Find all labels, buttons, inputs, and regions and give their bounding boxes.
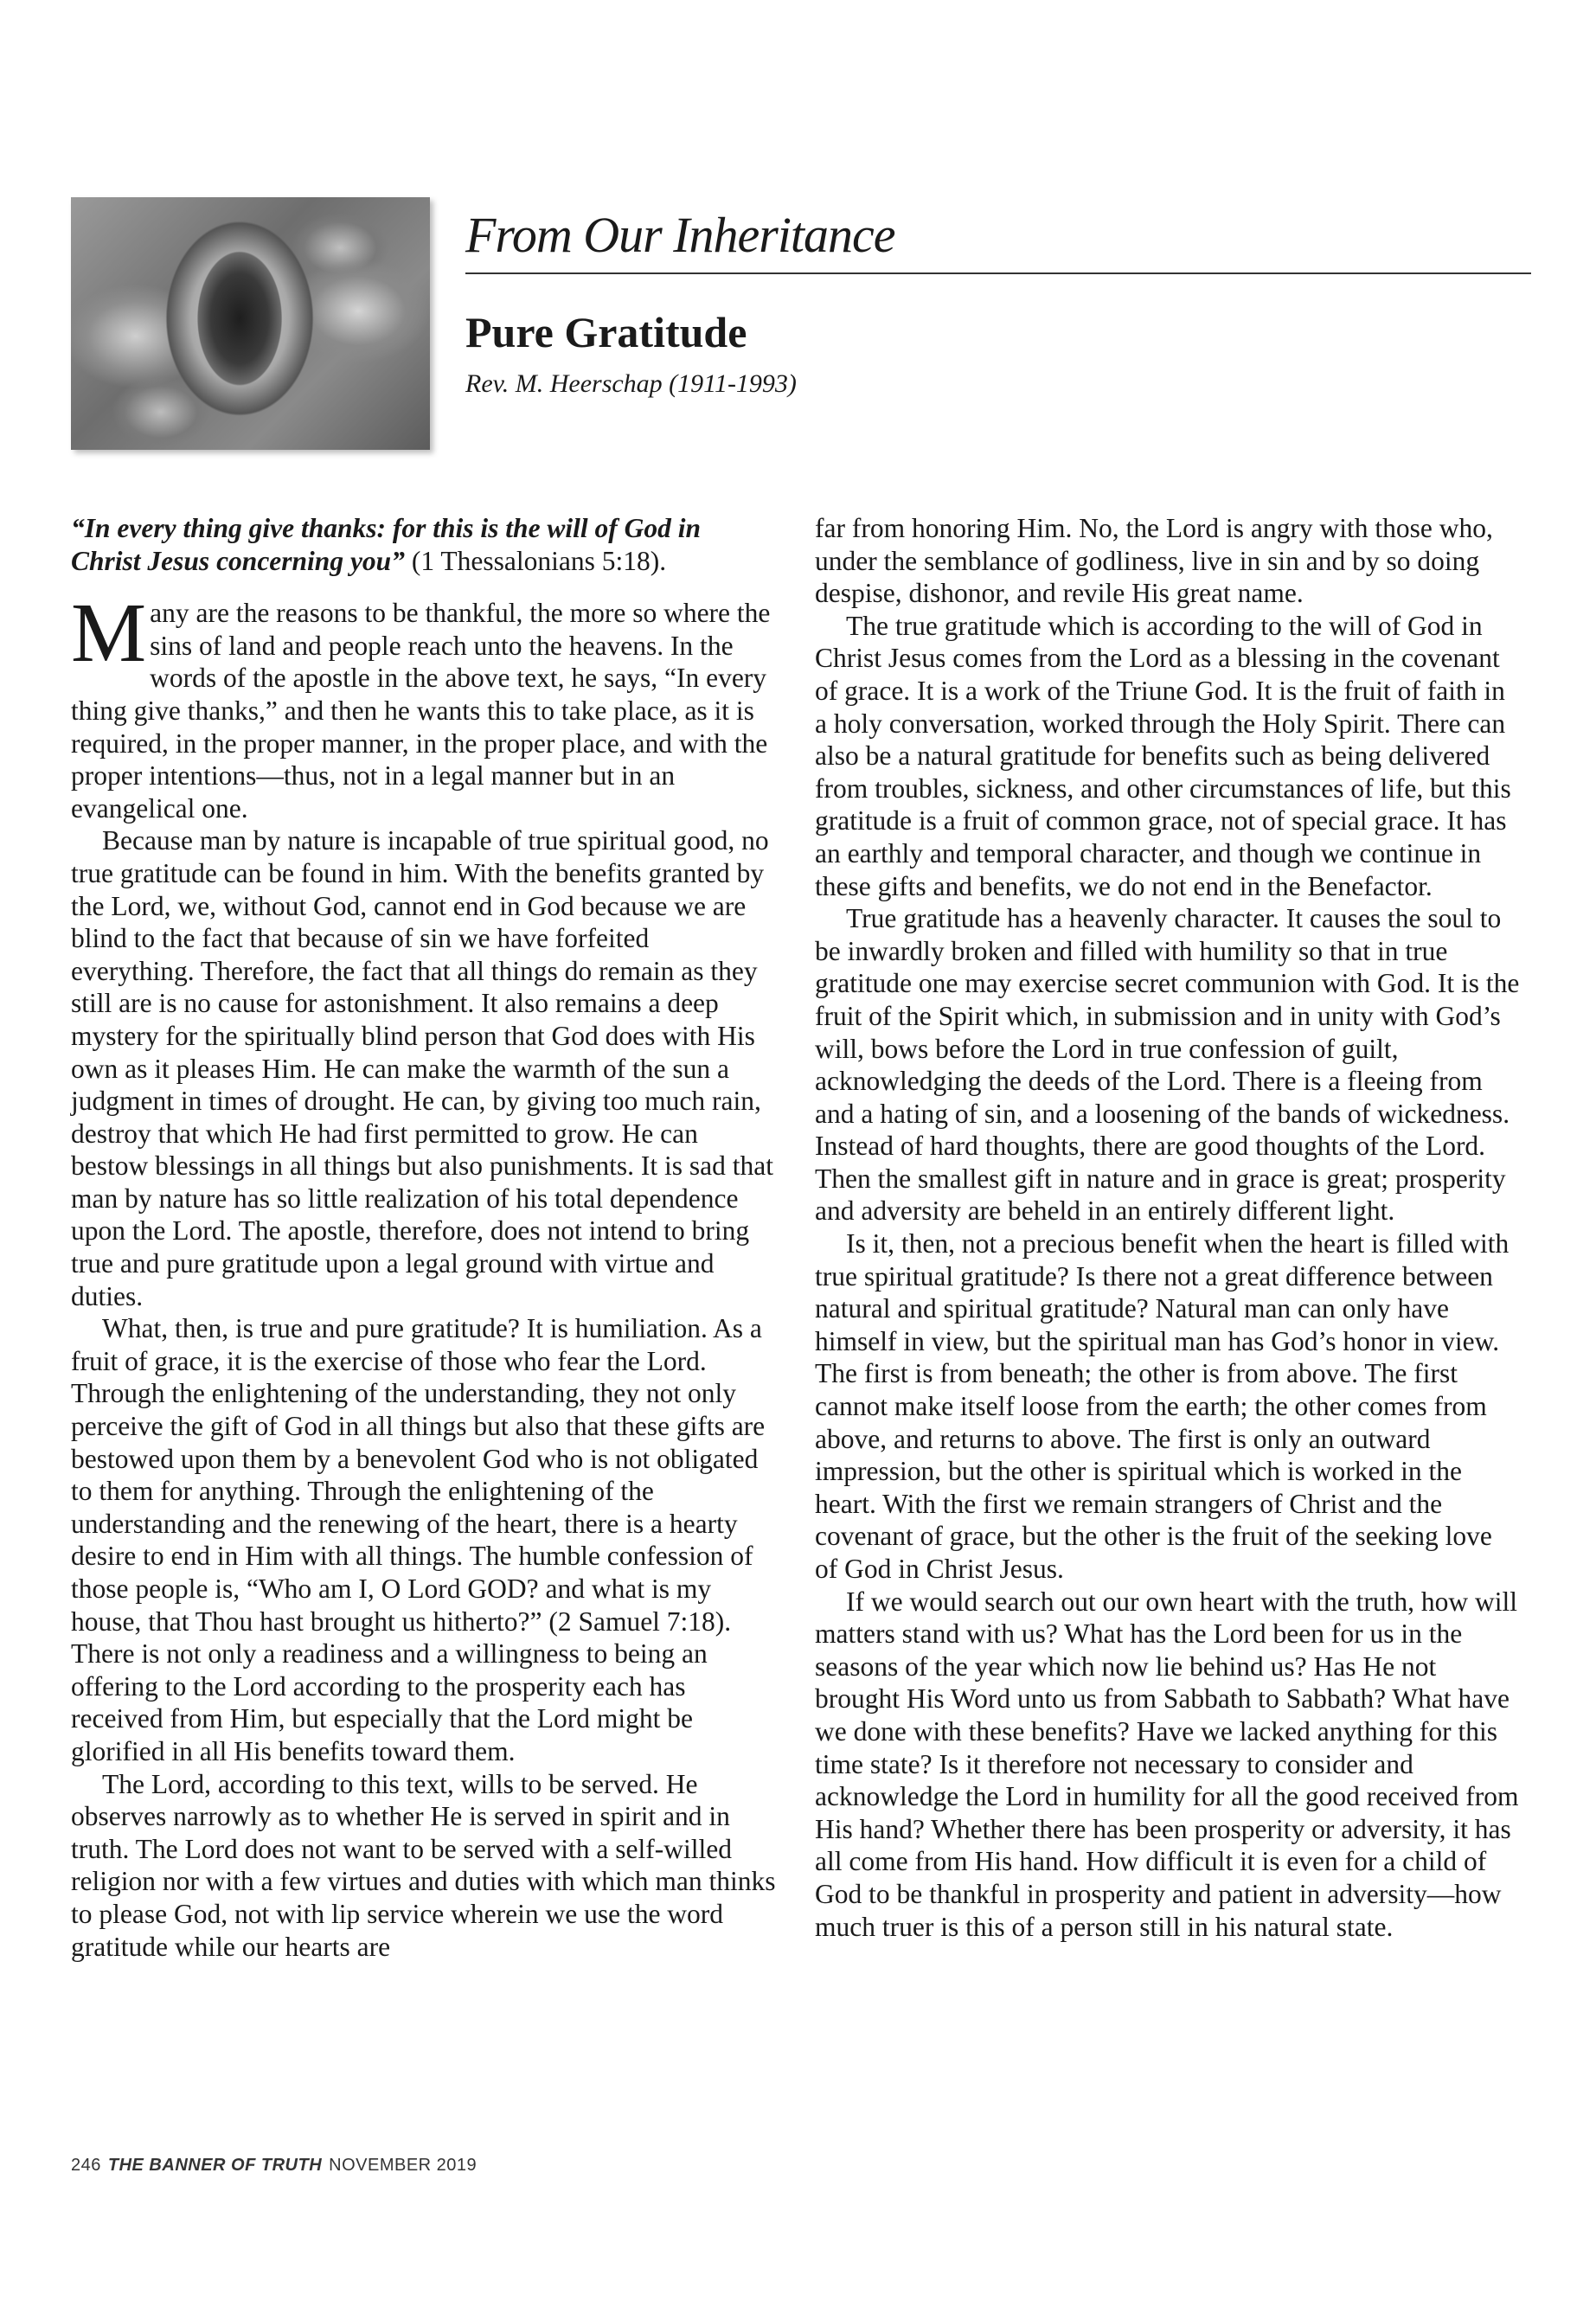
page-footer (71, 2156, 477, 2176)
header-photo (71, 197, 430, 450)
paragraph: If we would search out our own heart with the truth, how will matters stand with us? What has the Lord been for us in the seasons of the year which now lie behind us? Has He not brought His Word unto us from Sabbath to Sabbath? What have we done with these benefits? Have we lacked anything for this time state? Is it therefore not necessary to consider and acknowledge the Lord in humility for all the good received from His hand? Whether there has been prosperity or adversity, it has all come from His hand. How difficult it is even for a child of God to be thankful in prosperity and patient in adversity—how much truer is this of a person still in his natural state. (815, 1586, 1519, 1942)
epigraph (71, 512, 776, 577)
paragraph: Many are the reasons to be thankful, the more so where the sins of land and people reach unto the heavens. In the words of the apostle in the above text, he says, “In every thing give thanks,” and then he wants this to take place, as it is required, in the proper manner, in the proper place, and with the proper intentions—thus, not in a legal manner but in an evangelical one. (71, 586, 771, 824)
left-column (71, 512, 776, 1963)
article-title: Pure Gratitude (465, 308, 747, 356)
title-divider (465, 272, 1531, 274)
paragraph: True gratitude has a heavenly character. It causes the soul to be inwardly broken and filled with humility so that in true gratitude one may exercise secret communion with God. It is the fruit of the Spirit which, in submission and in unity with God’s will, bows before the Lord in true confession of guilt, acknowledging the deeds of the Lord. There is a fleeing from and a hating of sin, and a loosening of the bands of wickedness. Instead of hard thoughts, there are good thoughts of the Lord. Then the smallest gift in nature and in grace is great; prosperity and adversity are beheld in an entirely different light. (815, 903, 1520, 1227)
epigraph-reference: (1 Thessalonians 5:18). (404, 545, 667, 576)
paragraph: The true gratitude which is according to the will of God in Christ Jesus comes from the Lord as a blessing in the covenant of grace. It is a work of the Triune God. It is the fruit of faith in a holy conversation, worked through the Holy Spirit. There can also be a natural gratitude for benefits such as being delivered from troubles, sickness, and other circumstances of life, but this gratitude is a fruit of common grace, not of special grace. It has an earthly and temporal character, and though we continue in these gifts and benefits, we do not end in the Benefactor. (815, 610, 1511, 901)
epigraph-quote: “In every thing give thanks: for this is the will of God in Christ Jesus concerning you” (71, 513, 702, 576)
right-column (815, 512, 1520, 1943)
publication-name: THE BANNER OF TRUTH (107, 2156, 323, 2175)
section-title: From Our Inheritance (465, 207, 895, 263)
paragraph: Is it, then, not a precious benefit when the heart is filled with true spiritual gratitude? Is there not a great difference between natural and spiritual gratitude? Natural man can only have himself in view, but the spiritual man has God’s honor in view. The first is from beneath; the other is from above. The first cannot make itself loose from the earth; the other comes from above, and returns to above. The first is only an outward impression, but the other is spiritual which is worked in the heart. With the first we remain strangers of Christ and the covenant of grace, but the other is the fruit of the seeking love of God in Christ Jesus. (815, 1228, 1509, 1584)
paragraph: Because man by nature is incapable of true spiritual good, no true gratitude can be found in him. With the benefits granted by the Lord, we, without God, cannot end in God because we are blind to the fact that because of sin we have forfeited everything. Therefore, the fact that all things do remain as they still are is no cause for astonishment. It also remains a deep mystery for the spiritually blind person that God does with His own as it pleases Him. He can make the warmth of the sun a judgment in times of drought. He can, by giving too much rain, destroy that which He had first permitted to grow. He can bestow blessings in all things but also punishments. It is sad that man by nature has so little realization of his total dependence upon the Lord. The apostle, therefore, does not intend to bring true and pure gratitude upon a legal ground with virtue and duties. (71, 825, 773, 1311)
paragraph: What, then, is true and pure gratitude? It is humiliation. As a fruit of grace, it is the exercise of those who fear the Lord. Through the enlightening of the understanding, they not only perceive the gift of God in all things but also that these gifts are bestowed upon them by a benevolent God who is not obligated to them for anything. Through the enlightening of the understanding and the renewing of the heart, there is a hearty desire to end in Him with all things. The humble confession of those people is, “Who am I, O Lord GOD? and what is my house, that Thou hast brought us hitherto?” (2 Samuel 7:18). There is not only a readiness and a willingness to being an offering to the Lord according to the prosperity each has received from Him, but especially that the Lord might be glorified in all His benefits toward them. (71, 1313, 766, 1766)
paragraph: far from honoring Him. No, the Lord is angry with those who, under the semblance of godliness, live in sin and by so doing despise, dishonor, and revile His great name. (815, 513, 1493, 609)
issue-date: NOVEMBER 2019 (329, 2156, 478, 2175)
page-number: 246 (71, 2156, 101, 2175)
paragraph: The Lord, according to this text, wills to be served. He observes narrowly as to whether He is served in spirit and in truth. The Lord does not want to be served with a self-willed religion nor with a few virtues and duties with which man thinks to please God, not with lip service wherein we use the word gratitude while our hearts are (71, 1768, 776, 1962)
author-byline: Rev. M. Heerschap (1911-1993) (465, 369, 797, 398)
